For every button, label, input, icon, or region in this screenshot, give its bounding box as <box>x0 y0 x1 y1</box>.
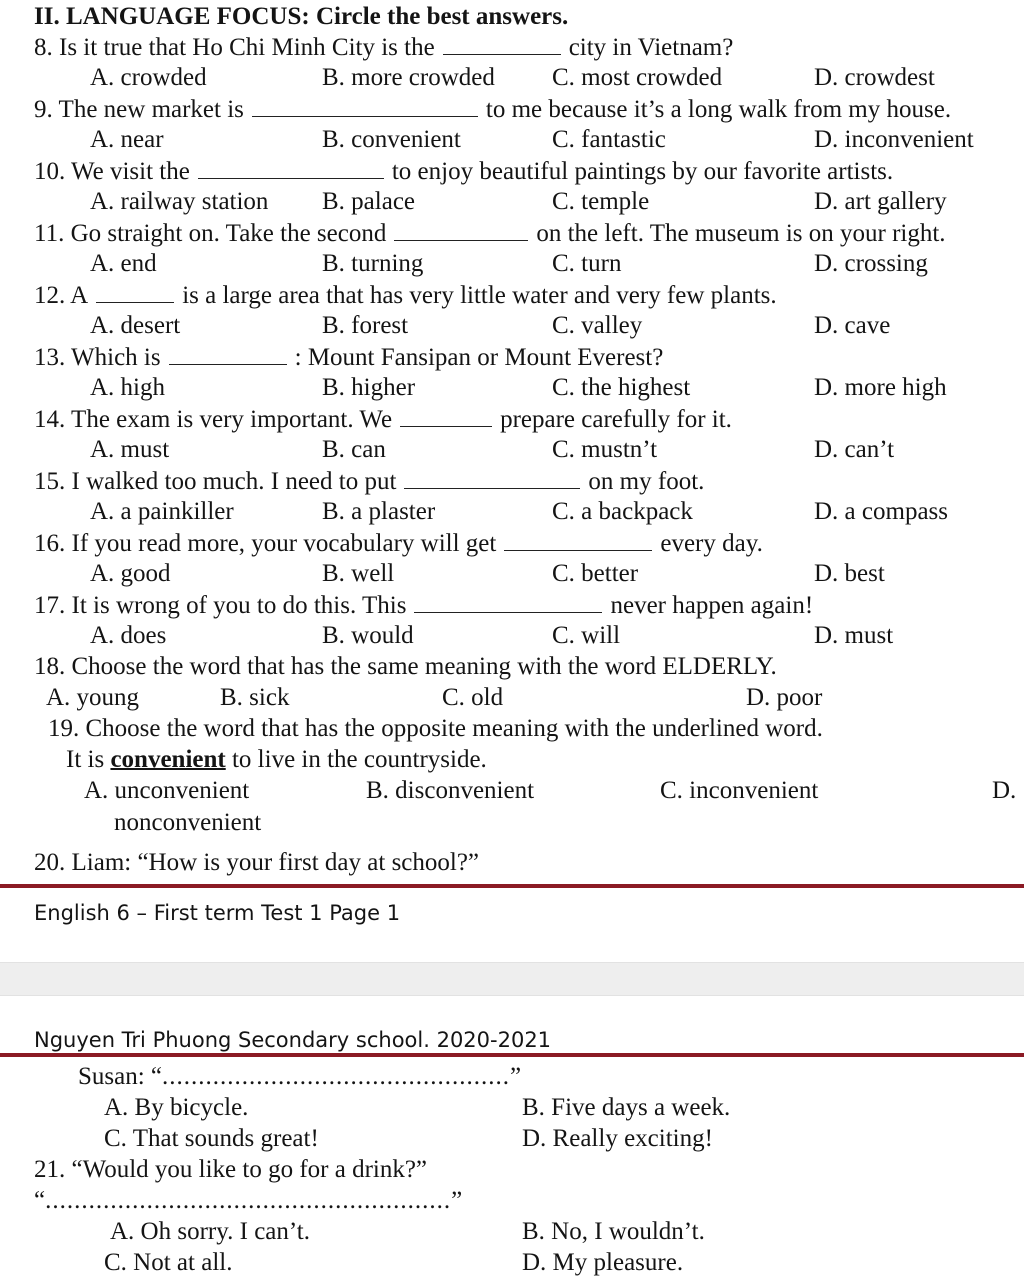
footer-divider <box>0 884 1024 888</box>
q10-option-d[interactable]: D. art gallery <box>814 188 947 215</box>
q21-option-d[interactable]: D. My pleasure. <box>522 1249 684 1276</box>
q18-option-b[interactable]: B. sick <box>220 684 290 711</box>
q20-stem: 20. Liam: “How is your first day at school?” <box>34 849 480 876</box>
q19-stem: 19. Choose the word that has the opposite meaning with the underlined word. <box>48 715 823 742</box>
q11-option-d[interactable]: D. crossing <box>814 250 928 277</box>
q12-stem-pre: 12. A <box>34 282 89 309</box>
q8-option-a[interactable]: A. crowded <box>90 64 207 91</box>
q9-option-c[interactable]: C. fantastic <box>552 126 666 153</box>
q9-option-d[interactable]: D. inconvenient <box>814 126 974 153</box>
header-divider <box>0 1053 1024 1057</box>
q21-option-a[interactable]: A. Oh sorry. I can’t. <box>110 1218 310 1245</box>
q12-stem-post: is a large area that has very little water and very few plants. <box>182 282 777 309</box>
q20-reply-dots[interactable]: ................................................ <box>162 1063 511 1090</box>
q13-option-a[interactable]: A. high <box>90 374 165 401</box>
q13-option-c[interactable]: C. the highest <box>552 374 691 401</box>
q11-stem-post: on the left. The museum is on your right. <box>536 220 946 247</box>
q19-sentence-pre: It is <box>66 746 105 773</box>
q17-option-b[interactable]: B. would <box>322 622 414 649</box>
q17-option-c[interactable]: C. will <box>552 622 621 649</box>
q11-stem <box>34 218 946 249</box>
q18-option-d[interactable]: D. poor <box>746 684 823 711</box>
q19-option-a[interactable]: A. unconvenient <box>84 777 250 804</box>
q8-option-c[interactable]: C. most crowded <box>552 64 723 91</box>
q17-option-a[interactable]: A. does <box>90 622 167 649</box>
q21-stem: 21. “Would you like to go for a drink?” <box>34 1156 428 1183</box>
q8-stem-post: city in Vietnam? <box>568 34 734 61</box>
q10-option-c[interactable]: C. temple <box>552 188 650 215</box>
q8-option-b[interactable]: B. more crowded <box>322 64 495 91</box>
q15-option-a[interactable]: A. a painkiller <box>90 498 234 525</box>
q20-reply <box>78 1062 521 1092</box>
q16-answer-blank[interactable] <box>504 528 652 551</box>
q21-reply-open: “ <box>34 1187 46 1214</box>
q8-answer-blank[interactable] <box>443 32 561 55</box>
q14-option-d[interactable]: D. can’t <box>814 436 895 463</box>
q10-stem-post: to enjoy beautiful paintings by our favorite artists. <box>391 158 894 185</box>
q13-answer-blank[interactable] <box>169 342 287 365</box>
q18-option-a[interactable]: A. young <box>46 684 140 711</box>
q11-option-c[interactable]: C. turn <box>552 250 622 277</box>
q19-option-b[interactable]: B. disconvenient <box>366 777 535 804</box>
q15-stem <box>34 466 704 497</box>
q10-stem-pre: 10. We visit the <box>34 158 190 185</box>
page-break <box>0 962 1024 996</box>
q19-option-c[interactable]: C. inconvenient <box>660 777 819 804</box>
q19-underlined-word: convenient <box>110 746 226 773</box>
q18-option-c[interactable]: C. old <box>442 684 504 711</box>
q12-answer-blank[interactable] <box>96 280 174 303</box>
q12-stem <box>34 280 777 311</box>
q9-stem-post: to me because it’s a long walk from my house. <box>485 96 952 123</box>
q16-option-a[interactable]: A. good <box>90 560 171 587</box>
q19-sentence-post: to live in the countryside. <box>231 746 487 773</box>
q21-reply-close: ” <box>451 1187 463 1214</box>
q20-option-b[interactable]: B. Five days a week. <box>522 1094 731 1121</box>
q13-stem <box>34 342 663 373</box>
q13-option-d[interactable]: D. more high <box>814 374 947 401</box>
q9-option-b[interactable]: B. convenient <box>322 126 461 153</box>
q17-stem-post: never happen again! <box>610 592 814 619</box>
q20-option-c[interactable]: C. That sounds great! <box>104 1125 319 1152</box>
q8-stem <box>34 32 733 63</box>
section-heading: II. LANGUAGE FOCUS: Circle the best answers. <box>34 3 569 30</box>
q15-option-d[interactable]: D. a compass <box>814 498 948 525</box>
q8-stem-pre: 8. Is it true that Ho Chi Minh City is the <box>34 34 435 61</box>
q10-answer-blank[interactable] <box>198 156 384 179</box>
q16-stem <box>34 528 763 559</box>
q13-stem-pre: 13. Which is <box>34 344 161 371</box>
page-header: Nguyen Tri Phuong Secondary school. 2020-2021 <box>34 1028 552 1052</box>
q21-option-b[interactable]: B. No, I wouldn’t. <box>522 1218 705 1245</box>
q11-answer-blank[interactable] <box>394 218 528 241</box>
q14-stem-pre: 14. The exam is very important. We <box>34 406 393 433</box>
q14-option-b[interactable]: B. can <box>322 436 386 463</box>
q8-option-d[interactable]: D. crowdest <box>814 64 935 91</box>
q14-stem <box>34 404 732 435</box>
q15-option-b[interactable]: B. a plaster <box>322 498 436 525</box>
q15-stem-pre: 15. I walked too much. I need to put <box>34 468 397 495</box>
q17-stem-pre: 17. It is wrong of you to do this. This <box>34 592 407 619</box>
q12-option-a[interactable]: A. desert <box>90 312 181 339</box>
q17-answer-blank[interactable] <box>414 590 602 613</box>
q16-option-d[interactable]: D. best <box>814 560 885 587</box>
q9-option-a[interactable]: A. near <box>90 126 164 153</box>
q17-option-d[interactable]: D. must <box>814 622 894 649</box>
q11-stem-pre: 11. Go straight on. Take the second <box>34 220 387 247</box>
q15-answer-blank[interactable] <box>404 466 580 489</box>
q16-stem-pre: 16. If you read more, your vocabulary will get <box>34 530 497 557</box>
q21-reply <box>34 1186 462 1216</box>
q20-option-d[interactable]: D. Really exciting! <box>522 1125 713 1152</box>
q9-stem <box>34 94 951 125</box>
q14-option-c[interactable]: C. mustn’t <box>552 436 658 463</box>
q19-sentence <box>66 745 487 775</box>
q12-option-d[interactable]: D. cave <box>814 312 891 339</box>
q15-stem-post: on my foot. <box>588 468 705 495</box>
q14-option-a[interactable]: A. must <box>90 436 170 463</box>
q9-stem-pre: 9. The new market is <box>34 96 244 123</box>
q16-option-c[interactable]: C. better <box>552 560 639 587</box>
q10-stem <box>34 156 893 187</box>
q17-stem <box>34 590 813 621</box>
q15-option-c[interactable]: C. a backpack <box>552 498 693 525</box>
q14-stem-post: prepare carefully for it. <box>500 406 732 433</box>
q21-option-c[interactable]: C. Not at all. <box>104 1249 233 1276</box>
q9-answer-blank[interactable] <box>252 94 478 117</box>
q13-option-b[interactable]: B. higher <box>322 374 416 401</box>
q14-answer-blank[interactable] <box>400 404 492 427</box>
page-footer: English 6 – First term Test 1 Page 1 <box>34 901 401 925</box>
q16-option-b[interactable]: B. well <box>322 560 395 587</box>
q12-option-c[interactable]: C. valley <box>552 312 643 339</box>
q20-reply-close: ” <box>510 1063 522 1090</box>
q20-option-a[interactable]: A. By bicycle. <box>104 1094 249 1121</box>
q11-option-a[interactable]: A. end <box>90 250 157 277</box>
q11-option-b[interactable]: B. turning <box>322 250 424 277</box>
q19-option-d[interactable]: D. <box>992 777 1017 804</box>
q20-reply-label: Susan: “ <box>78 1063 163 1090</box>
q16-stem-post: every day. <box>660 530 763 557</box>
q19-option-d-cont[interactable]: nonconvenient <box>114 809 262 836</box>
q13-stem-post: : Mount Fansipan or Mount Everest? <box>294 344 664 371</box>
q18-stem: 18. Choose the word that has the same meaning with the word ELDERLY. <box>34 653 777 680</box>
q21-reply-dots[interactable]: ........................................................ <box>45 1187 452 1214</box>
q12-option-b[interactable]: B. forest <box>322 312 409 339</box>
q10-option-b[interactable]: B. palace <box>322 188 416 215</box>
q10-option-a[interactable]: A. railway station <box>90 188 269 215</box>
